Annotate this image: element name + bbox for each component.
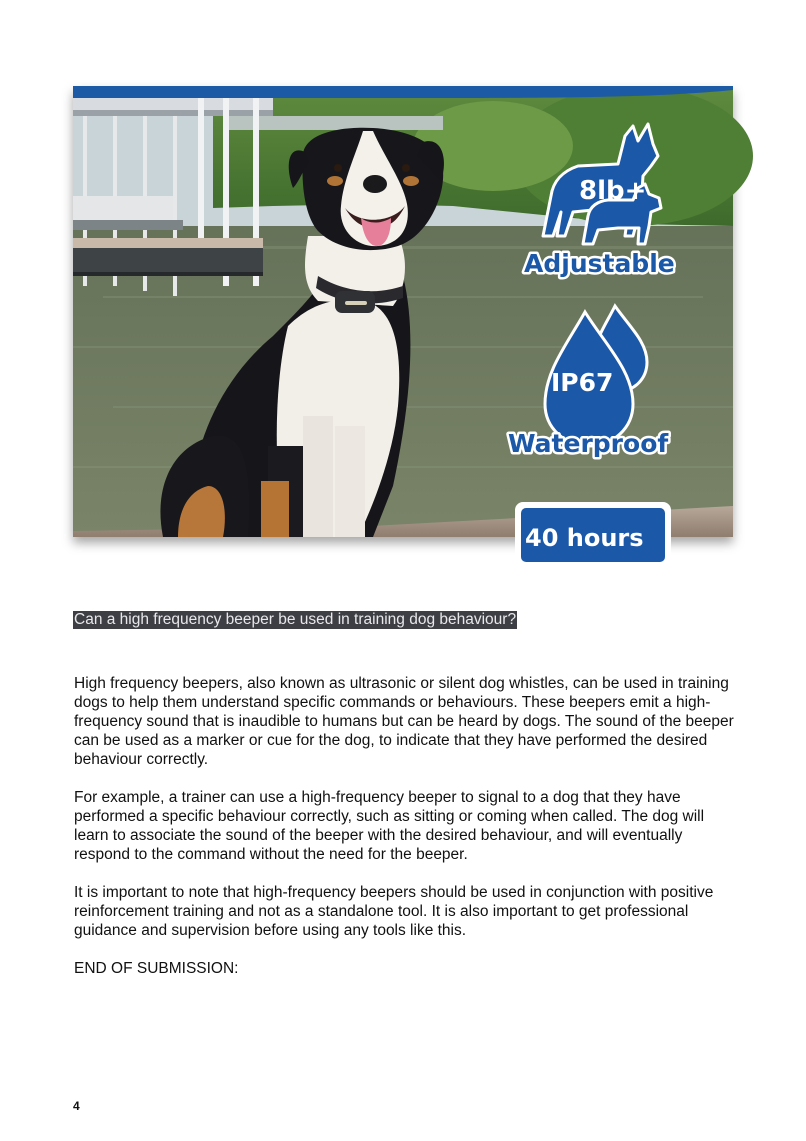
- adjustable-label: Adjustable: [524, 249, 675, 278]
- body-text: [74, 674, 734, 997]
- weight-badge-text: 8lb+: [579, 176, 647, 206]
- end-of-submission: END OF SUBMISSION:: [74, 960, 239, 977]
- page-number: 4: [73, 1099, 80, 1113]
- paragraph: For example, a trainer can use a high-frequency beeper to signal to a dog that they have performed a specific behaviour correctly, such as sitting or coming when called. The dog will learn to associate the sound of the beeper with the desired behaviour, and will eventually respond to the command without the need for the beeper.: [74, 789, 705, 863]
- waterproof-label: Waterproof: [508, 429, 669, 458]
- ip67-rating-text: IP67: [551, 368, 614, 397]
- product-photo-graphic: [73, 86, 733, 552]
- battery-hours-badge: [515, 502, 671, 562]
- product-photo: [73, 86, 733, 552]
- paragraph: High frequency beepers, also known as ultrasonic or silent dog whistles, can be used in training dogs to help them understand specific commands or behaviours. These beepers emit a high-frequency sound that is inaudible to humans but can be heard by dogs. The sound of the beeper can be used as a marker or cue for the dog, to indicate that they have performed the desired behaviour correctly.: [74, 675, 734, 768]
- paragraph: It is important to note that high-frequency beepers should be used in conjunction with positive reinforcement training and not as a standalone tool. It is also important to get professional guidance and supervision before using any tools like this.: [74, 884, 714, 939]
- question-heading: Can a high frequency beeper be used in training dog behaviour?: [74, 611, 517, 628]
- battery-hours-text: 40 hours: [525, 524, 644, 552]
